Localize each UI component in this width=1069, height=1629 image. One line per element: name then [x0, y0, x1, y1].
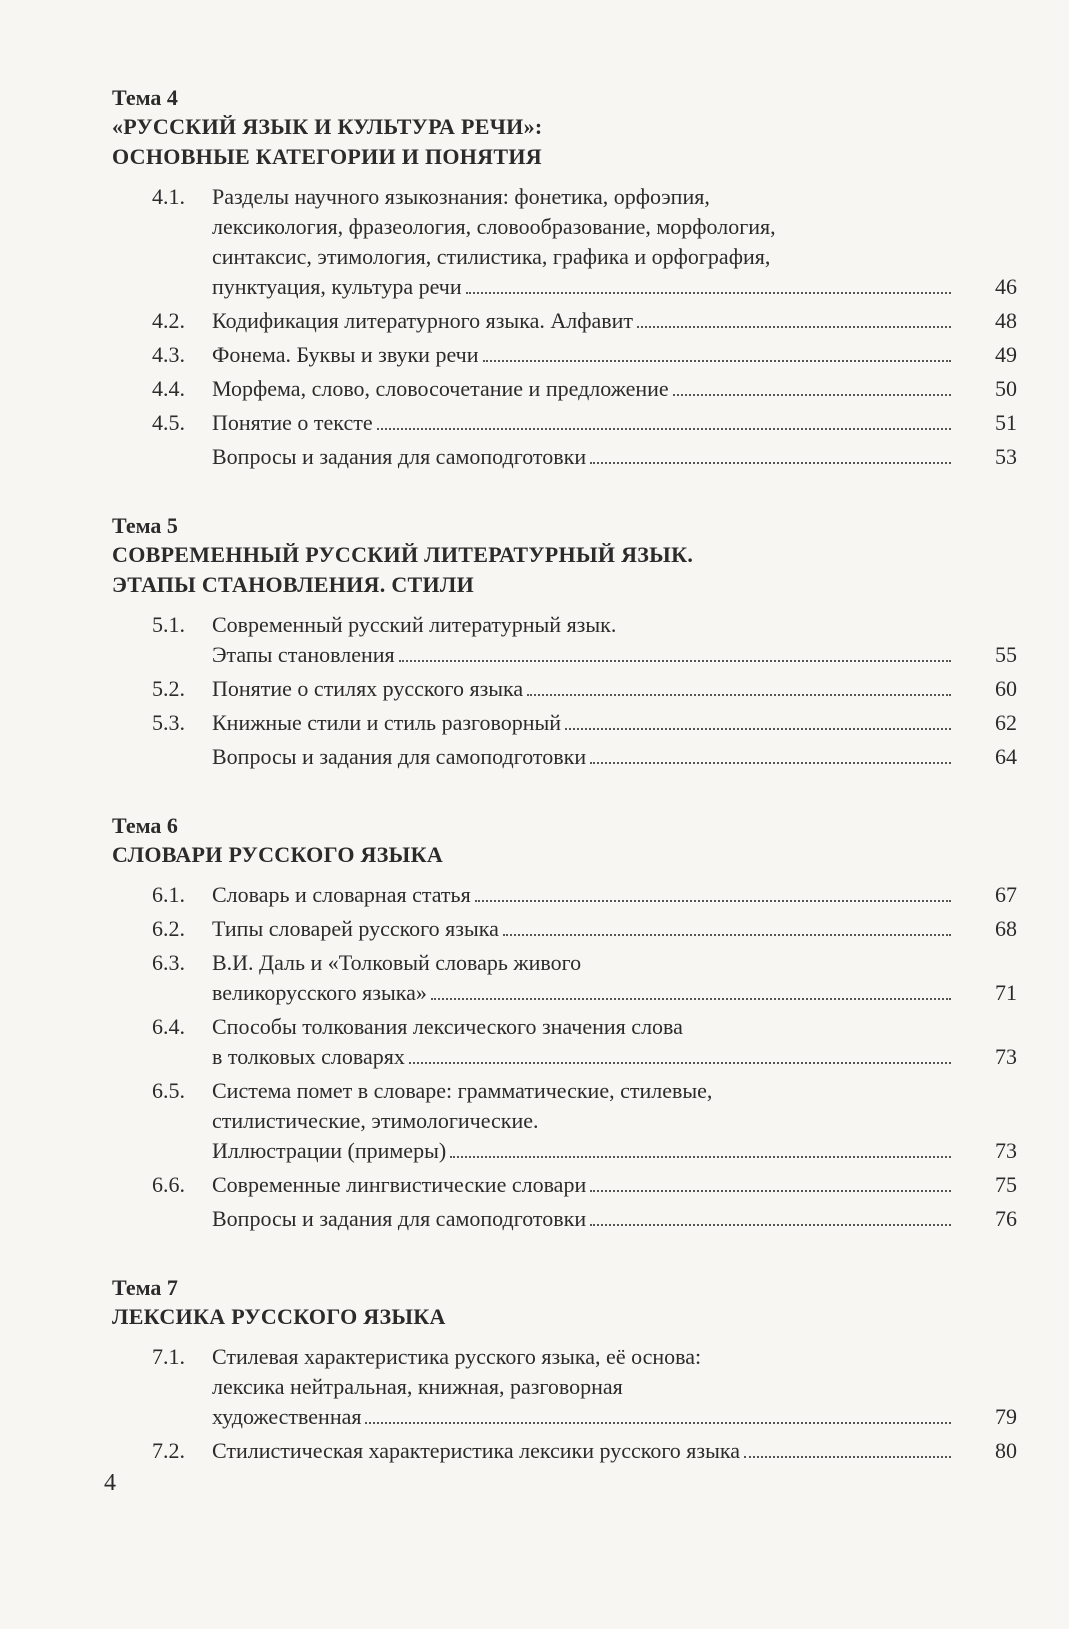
entry-last-line	[212, 408, 957, 438]
section-title-line: ОСНОВНЫЕ КАТЕГОРИИ И ПОНЯТИЯ	[112, 144, 542, 169]
entry-line: Вопросы и задания для самоподготовки	[212, 744, 587, 769]
entry-page: 51	[995, 410, 1017, 435]
entry-last-line	[212, 674, 957, 704]
entry-last-line	[212, 340, 957, 370]
entry-page: 68	[995, 916, 1017, 941]
entry-line: Понятие о тексте	[212, 410, 373, 435]
toc-entry	[112, 182, 1017, 302]
entry-page: 71	[995, 980, 1017, 1005]
entry-text	[212, 408, 957, 438]
entry-line: великорусского языка»	[212, 980, 427, 1005]
entry-number: 4.5.	[152, 410, 185, 435]
toc-entry	[112, 408, 1017, 438]
dot-leader	[673, 394, 951, 396]
entry-page: 62	[995, 710, 1017, 735]
toc-entry	[112, 674, 1017, 704]
entry-line: Стилевая характеристика русского языка, её основа:	[212, 1344, 702, 1369]
dot-leader	[590, 1224, 951, 1226]
entry-text	[212, 442, 957, 472]
section-title	[112, 540, 1017, 600]
entry-page: 73	[995, 1138, 1017, 1163]
entry-last-line	[212, 272, 957, 302]
section-title	[112, 840, 1017, 870]
entry-page: 64	[995, 744, 1017, 769]
entry-number: 6.1.	[152, 882, 185, 907]
entry-line: В.И. Даль и «Толковый словарь живого	[212, 950, 582, 975]
entry-text	[212, 306, 957, 336]
entry-line: Этапы становления	[212, 642, 395, 667]
entry-last-line	[212, 914, 957, 944]
entry-line: Книжные стили и стиль разговорный	[212, 710, 562, 735]
entry-text	[212, 374, 957, 404]
dot-leader	[409, 1062, 951, 1064]
entry-last-line	[212, 978, 957, 1008]
page-number: 4	[104, 1470, 116, 1496]
dot-leader	[637, 326, 951, 328]
entry-number: 4.4.	[152, 376, 185, 401]
entry-text	[212, 742, 957, 772]
section-label: Тема 5	[112, 513, 178, 538]
entry-last-line	[212, 640, 957, 670]
entry-number: 6.5.	[152, 1078, 185, 1103]
dot-leader	[503, 934, 951, 936]
entry-number: 5.1.	[152, 612, 185, 637]
dot-leader	[483, 360, 951, 362]
entry-line: Словарь и словарная статья	[212, 882, 471, 907]
entry-line: Разделы научного языкознания: фонетика, орфоэпия,	[212, 184, 710, 209]
entry-number: 4.2.	[152, 308, 185, 333]
entry-line: Современный русский литературный язык.	[212, 612, 617, 637]
toc-entry	[112, 1436, 1017, 1466]
entry-text	[212, 1342, 957, 1432]
toc-section	[112, 84, 1017, 472]
entry-line: в толковых словарях	[212, 1044, 405, 1069]
entry-page: 53	[995, 444, 1017, 469]
section-title-line: ЭТАПЫ СТАНОВЛЕНИЯ. СТИЛИ	[112, 572, 475, 597]
entry-last-line	[212, 1204, 957, 1234]
entry-line: Современные лингвистические словари	[212, 1172, 587, 1197]
toc-entry	[112, 1170, 1017, 1200]
dot-leader	[431, 998, 951, 1000]
dot-leader	[475, 900, 951, 902]
dot-leader	[744, 1456, 951, 1458]
toc-entry	[112, 1076, 1017, 1166]
toc-entry	[112, 742, 1017, 772]
table-of-contents	[112, 84, 1017, 1506]
entry-number: 4.3.	[152, 342, 185, 367]
entry-last-line	[212, 880, 957, 910]
dot-leader	[399, 660, 951, 662]
toc-entry	[112, 1012, 1017, 1072]
entry-text	[212, 948, 957, 1008]
section-title	[112, 112, 1017, 172]
entry-line: Вопросы и задания для самоподготовки	[212, 444, 587, 469]
entry-line: Иллюстрации (примеры)	[212, 1138, 447, 1163]
entry-text	[212, 1012, 957, 1072]
entry-page: 60	[995, 676, 1017, 701]
section-label: Тема 7	[112, 1275, 178, 1300]
entry-number: 5.3.	[152, 710, 185, 735]
toc-entry	[112, 880, 1017, 910]
entry-last-line	[212, 1170, 957, 1200]
entry-text	[212, 1170, 957, 1200]
entry-text	[212, 914, 957, 944]
section-title-line: «РУССКИЙ ЯЗЫК И КУЛЬТУРА РЕЧИ»:	[112, 114, 543, 139]
entry-page: 48	[995, 308, 1017, 333]
entry-number: 4.1.	[152, 184, 185, 209]
dot-leader	[590, 762, 951, 764]
toc-entry	[112, 306, 1017, 336]
entry-text	[212, 1076, 957, 1166]
entry-line: синтаксис, этимология, стилистика, графика и орфография,	[212, 244, 771, 269]
entry-page: 46	[995, 274, 1017, 299]
dot-leader	[466, 292, 951, 294]
entry-last-line	[212, 1402, 957, 1432]
entry-line: лексика нейтральная, книжная, разговорная	[212, 1374, 623, 1399]
entry-line: художественная	[212, 1404, 362, 1429]
entry-line: Кодификация литературного языка. Алфавит	[212, 308, 633, 333]
dot-leader	[450, 1156, 951, 1158]
toc-entry	[112, 914, 1017, 944]
entry-last-line	[212, 1042, 957, 1072]
entry-last-line	[212, 442, 957, 472]
dot-leader	[365, 1422, 951, 1424]
entry-page: 80	[995, 1438, 1017, 1463]
dot-leader	[377, 428, 951, 430]
toc-entry	[112, 708, 1017, 738]
section-title-line: СОВРЕМЕННЫЙ РУССКИЙ ЛИТЕРАТУРНЫЙ ЯЗЫК.	[112, 542, 694, 567]
entry-line: Типы словарей русского языка	[212, 916, 499, 941]
entry-line: стилистические, этимологические.	[212, 1108, 539, 1133]
entry-page: 55	[995, 642, 1017, 667]
entry-number: 5.2.	[152, 676, 185, 701]
entry-line: Морфема, слово, словосочетание и предложение	[212, 376, 669, 401]
toc-entry	[112, 610, 1017, 670]
entry-number: 6.2.	[152, 916, 185, 941]
toc-entry	[112, 1204, 1017, 1234]
section-title-line: СЛОВАРИ РУССКОГО ЯЗЫКА	[112, 842, 444, 867]
dot-leader	[590, 1190, 951, 1192]
entry-page: 67	[995, 882, 1017, 907]
entry-page: 75	[995, 1172, 1017, 1197]
entry-last-line	[212, 1436, 957, 1466]
toc-section	[112, 812, 1017, 1234]
entry-text	[212, 880, 957, 910]
entry-line: лексикология, фразеология, словообразование, морфология,	[212, 214, 776, 239]
entry-line: Вопросы и задания для самоподготовки	[212, 1206, 587, 1231]
entry-last-line	[212, 306, 957, 336]
entry-page: 79	[995, 1404, 1017, 1429]
section-label: Тема 6	[112, 813, 178, 838]
entry-number: 7.1.	[152, 1344, 185, 1369]
entry-line: Стилистическая характеристика лексики русского языка	[212, 1438, 740, 1463]
entry-page: 76	[995, 1206, 1017, 1231]
toc-entry	[112, 374, 1017, 404]
entry-page: 49	[995, 342, 1017, 367]
section-label: Тема 4	[112, 85, 178, 110]
entry-text	[212, 1204, 957, 1234]
toc-entry	[112, 1342, 1017, 1432]
entry-text	[212, 708, 957, 738]
entry-last-line	[212, 708, 957, 738]
section-title-line: ЛЕКСИКА РУССКОГО ЯЗЫКА	[112, 1304, 446, 1329]
entry-page: 50	[995, 376, 1017, 401]
section-title	[112, 1302, 1017, 1332]
dot-leader	[565, 728, 951, 730]
toc-section	[112, 512, 1017, 772]
dot-leader	[527, 694, 951, 696]
entry-number: 6.4.	[152, 1014, 185, 1039]
entry-last-line	[212, 374, 957, 404]
toc-entry	[112, 948, 1017, 1008]
entry-text	[212, 610, 957, 670]
entry-page: 73	[995, 1044, 1017, 1069]
entry-line: Понятие о стилях русского языка	[212, 676, 524, 701]
entry-text	[212, 182, 957, 302]
entry-number: 6.6.	[152, 1172, 185, 1197]
entry-line: пунктуация, культура речи	[212, 274, 462, 299]
toc-section	[112, 1274, 1017, 1466]
entry-line: Фонема. Буквы и звуки речи	[212, 342, 479, 367]
entry-text	[212, 340, 957, 370]
entry-number: 7.2.	[152, 1438, 185, 1463]
entry-number: 6.3.	[152, 950, 185, 975]
entry-last-line	[212, 1136, 957, 1166]
entry-line: Система помет в словаре: грамматические, стилевые,	[212, 1078, 713, 1103]
entry-line: Способы толкования лексического значения слова	[212, 1014, 683, 1039]
toc-entry	[112, 442, 1017, 472]
entry-last-line	[212, 742, 957, 772]
toc-entry	[112, 340, 1017, 370]
entry-text	[212, 1436, 957, 1466]
entry-text	[212, 674, 957, 704]
dot-leader	[590, 462, 951, 464]
